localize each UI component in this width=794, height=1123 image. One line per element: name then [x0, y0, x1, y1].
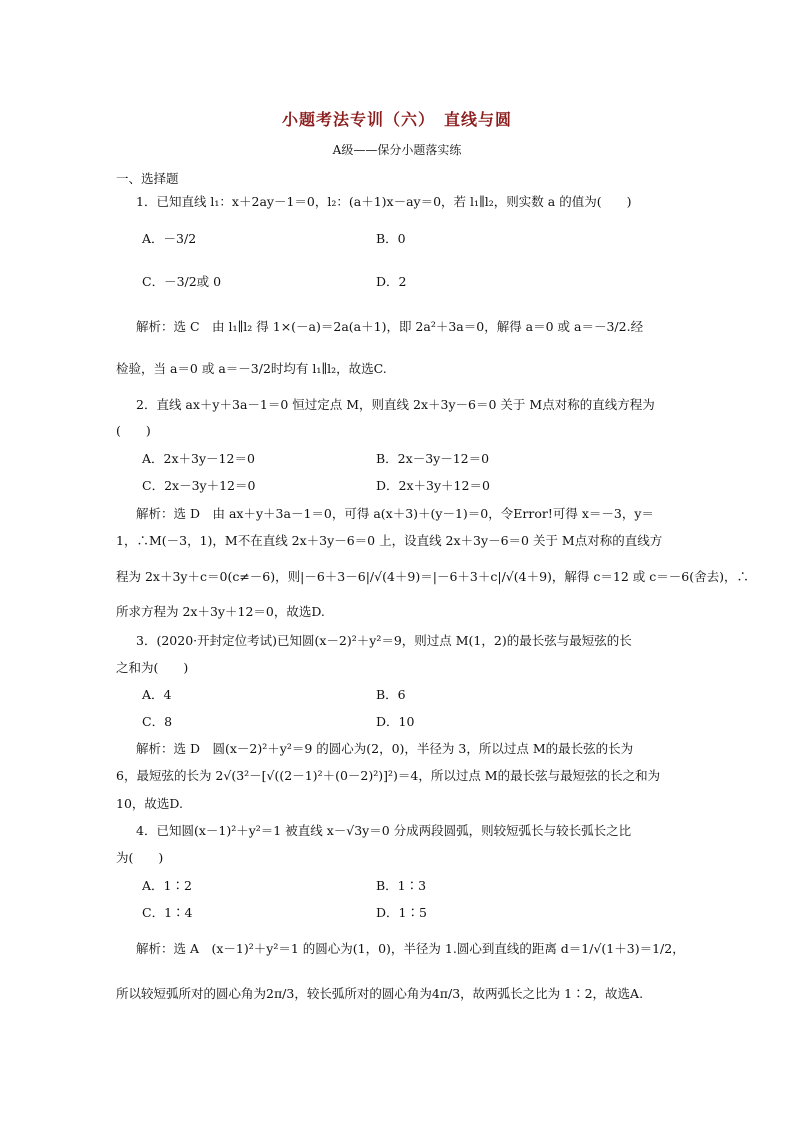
page-subtitle: A级——保分小题落实练 [332, 143, 462, 157]
q3-option-a: A．4 [142, 687, 172, 702]
q1-option-a: A．－3/2 [142, 231, 197, 246]
q2-analysis-line-3: 程为 2x＋3y＋c＝0(c≠－6)，则|－6＋3－6|/√(4＋9)＝|－6＋3＋c|/√(4＋9)，解得 c＝12 或 c＝－6(舍去)，∴ [116, 569, 749, 584]
question-2-text-line-1: 2．直线 ax＋y＋3a－1＝0 恒过定点 M，则直线 2x＋3y－6＝0 关于 M点对称的直线方程为 [136, 397, 655, 412]
question-3-text-line-1: 3．(2020·开封定位考试)已知圆(x－2)²＋y²＝9，则过点 M(1，2)的最长弦与最短弦的长 [136, 633, 632, 648]
q4-option-a: A．1∶2 [142, 878, 192, 893]
question-4-text-line-1: 4．已知圆(x－1)²＋y²＝1 被直线 x－√3y＝0 分成两段圆弧，则较短弧长与较长弧长之比 [136, 823, 632, 838]
q1-option-c: C．－3/2或 0 [142, 274, 222, 289]
q1-option-b: B．0 [376, 231, 406, 246]
q2-analysis-line-1: 解析：选 D 由 ax＋y＋3a－1＝0，可得 a(x＋3)＋(y－1)＝0，令Error!可得 x＝－3，y＝ [136, 506, 654, 521]
question-4-text-line-2: 为( ) [116, 850, 164, 865]
q2-option-d: D．2x＋3y＋12＝0 [376, 478, 490, 493]
q3-analysis-line-1: 解析：选 D 圆(x－2)²＋y²＝9 的圆心为(2，0)，半径为 3，所以过点 M的最长弦的长为 [136, 741, 634, 756]
page-title: 小题考法专训（六） 直线与圆 [281, 110, 512, 129]
q2-option-a: A．2x＋3y－12＝0 [142, 451, 255, 466]
q2-option-b: B．2x－3y－12＝0 [376, 451, 490, 466]
q3-option-b: B．6 [376, 687, 406, 702]
q4-analysis-line-1: 解析：选 A (x－1)²＋y²＝1 的圆心为(1，0)，半径为 1.圆心到直线的距离 d＝1/√(1＋3)＝1/2， [136, 941, 685, 956]
q3-analysis-line-3: 10，故选D. [116, 796, 183, 811]
q2-analysis-line-4: 所求方程为 2x＋3y＋12＝0，故选D. [116, 604, 325, 619]
q1-analysis-line-2: 检验，当 a＝0 或 a＝－3/2时均有 l₁∥l₂，故选C. [116, 361, 387, 376]
q4-option-d: D．1∶5 [376, 905, 427, 920]
question-1-text: 1．已知直线 l₁：x＋2ay－1＝0，l₂：(a＋1)x－ay＝0，若 l₁∥l₂，则实数 a 的值为( ) [136, 194, 632, 209]
q4-option-c: C．1∶4 [142, 905, 193, 920]
section-heading: 一、选择题 [116, 171, 179, 186]
q1-option-d: D．2 [376, 274, 407, 289]
q3-option-d: D．10 [376, 714, 415, 729]
q4-option-b: B．1∶3 [376, 878, 427, 893]
q3-option-c: C．8 [142, 714, 173, 729]
question-2-text-line-2: ( ) [116, 423, 151, 438]
q4-analysis-line-2: 所以较短弧所对的圆心角为2π/3，较长弧所对的圆心角为4π/3，故两弧长之比为 1∶2，故选A. [116, 986, 644, 1001]
q2-analysis-line-2: 1，∴M(－3，1)，M不在直线 2x＋3y－6＝0 上，设直线 2x＋3y－6＝0 关于 M点对称的直线方 [116, 533, 663, 548]
q1-analysis-line-1: 解析：选 C 由 l₁∥l₂ 得 1×(－a)＝2a(a＋1)，即 2a²＋3a＝0，解得 a＝0 或 a＝－3/2.经 [136, 319, 644, 334]
q3-analysis-line-2: 6，最短弦的长为 2√(3²－[√((2－1)²＋(0－2)²)]²)＝4，所以过点 M的最长弦与最短弦的长之和为 [116, 768, 661, 783]
question-3-text-line-2: 之和为( ) [116, 660, 189, 675]
q2-option-c: C．2x－3y＋12＝0 [142, 478, 256, 493]
